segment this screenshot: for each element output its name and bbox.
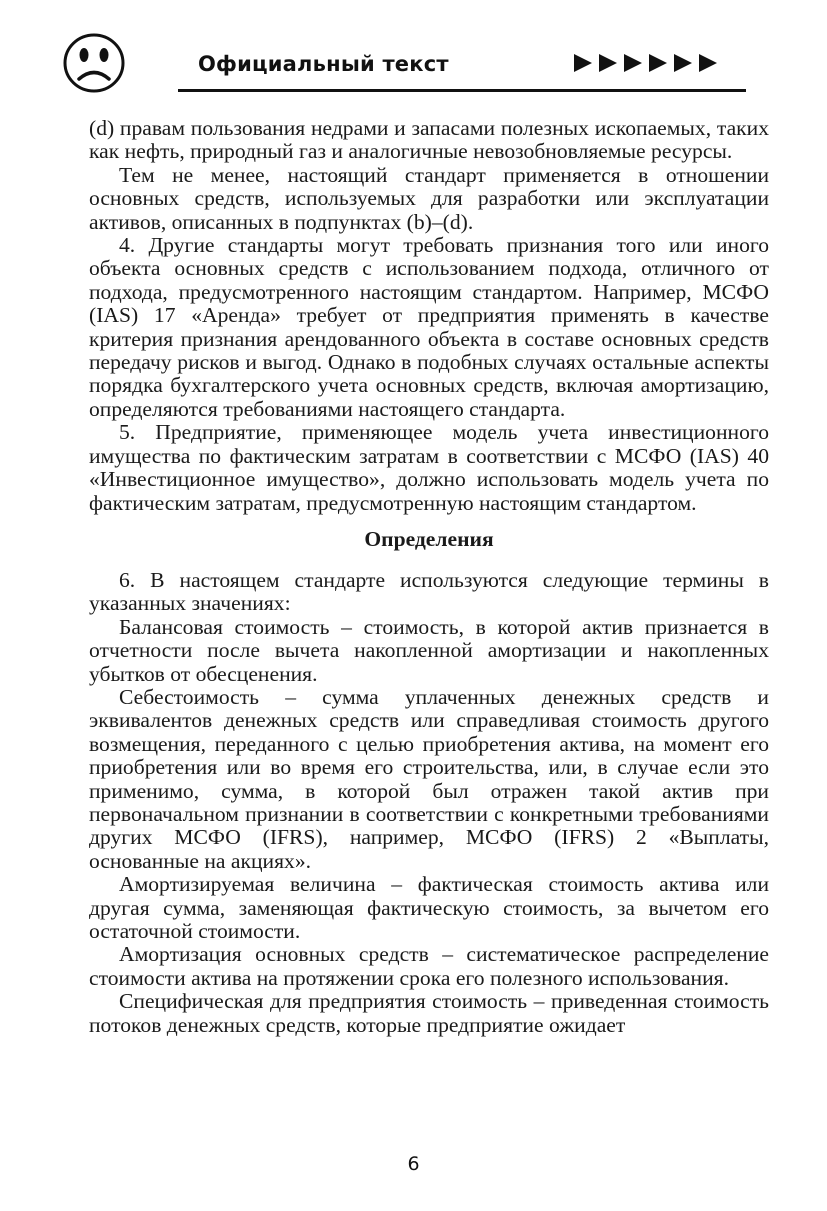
document-body xyxy=(89,117,769,1037)
definition-cost: Себестоимость – сумма уплаченных денежных средств и эквивалентов денежных средств или справедливая стоимость другого возмещения, переданного с целью приобретения актива, на момент его приобретения или во время его строительства, или, в случае если это применимо, сумма, в которой был отражен такой актив при первоначальном признании в соответствии с конкретными требованиями других МСФО (IFRS), например, МСФО (IFRS) 2 «Выплаты, основанные на акциях». xyxy=(89,684,769,873)
paragraph-d-subsoil-rights: (d) правам пользования недрами и запасами полезных ископаемых, таких как нефть, природный газ и аналогичные невозобновляемые ресурсы. xyxy=(89,116,769,164)
paragraph-4: 4. Другие стандарты могут требовать признания того или иного объекта основных средств с использованием подхода, отличного от подхода, предусмотренного настоящим стандартом. Например, МСФО (IAS) 17 «Аренда» требует от предприятия применять в качестве критерия признания арендованного объекта в составе основных средств передачу рисков и выгод. Однако в подобных случаях остальные аспекты порядка бухгалтерского учета основных средств, включая амортизацию, определяются требованиями настоящего стандарта. xyxy=(89,233,769,421)
section-heading-definitions: Определения xyxy=(364,526,494,551)
definition-entity-specific-value: Специфическая для предприятия стоимость – приведенная стоимость потоков денежных средств, которые предприятие ожидает xyxy=(89,989,769,1037)
triangle-right-icon xyxy=(597,52,619,74)
triangle-right-icon xyxy=(672,52,694,74)
definition-carrying-amount: Балансовая стоимость – стоимость, в которой актив признается в отчетности после вычета накопленной амортизации и накопленных убытков от обесценения. xyxy=(89,614,769,686)
header-arrows xyxy=(572,52,719,76)
definition-depreciable-amount: Амортизируемая величина – фактическая стоимость актива или другая сумма, заменяющая фактическую стоимость, за вычетом его остаточной стоимости. xyxy=(89,872,769,943)
triangle-right-icon xyxy=(697,52,719,74)
definition-depreciation: Амортизация основных средств – систематическое распределение стоимости актива на протяжении срока его полезного использования. xyxy=(89,942,769,990)
page-header xyxy=(60,32,750,94)
paragraph-scope-note: Тем не менее, настоящий стандарт применяется в отношении основных средств, используемых для разработки или эксплуатации активов, описанных в подпунктах (b)–(d). xyxy=(89,162,769,234)
triangle-right-icon xyxy=(622,52,644,74)
triangle-right-icon xyxy=(647,52,669,74)
header-title: Официальный текст xyxy=(198,52,449,76)
page-number: 6 xyxy=(407,1153,420,1175)
sad-face-icon xyxy=(62,32,126,94)
paragraph-5: 5. Предприятие, применяющее модель учета инвестиционного имущества по фактическим затратам в соответствии с МСФО (IAS) 40 «Инвестиционное имущество», должно использовать модель учета по фактическим затратам, предусмотренную настоящим стандартом. xyxy=(89,420,769,515)
triangle-right-icon xyxy=(572,52,594,74)
header-rule xyxy=(178,89,746,92)
paragraph-6: 6. В настоящем стандарте используются следующие термины в указанных значениях: xyxy=(89,567,769,616)
